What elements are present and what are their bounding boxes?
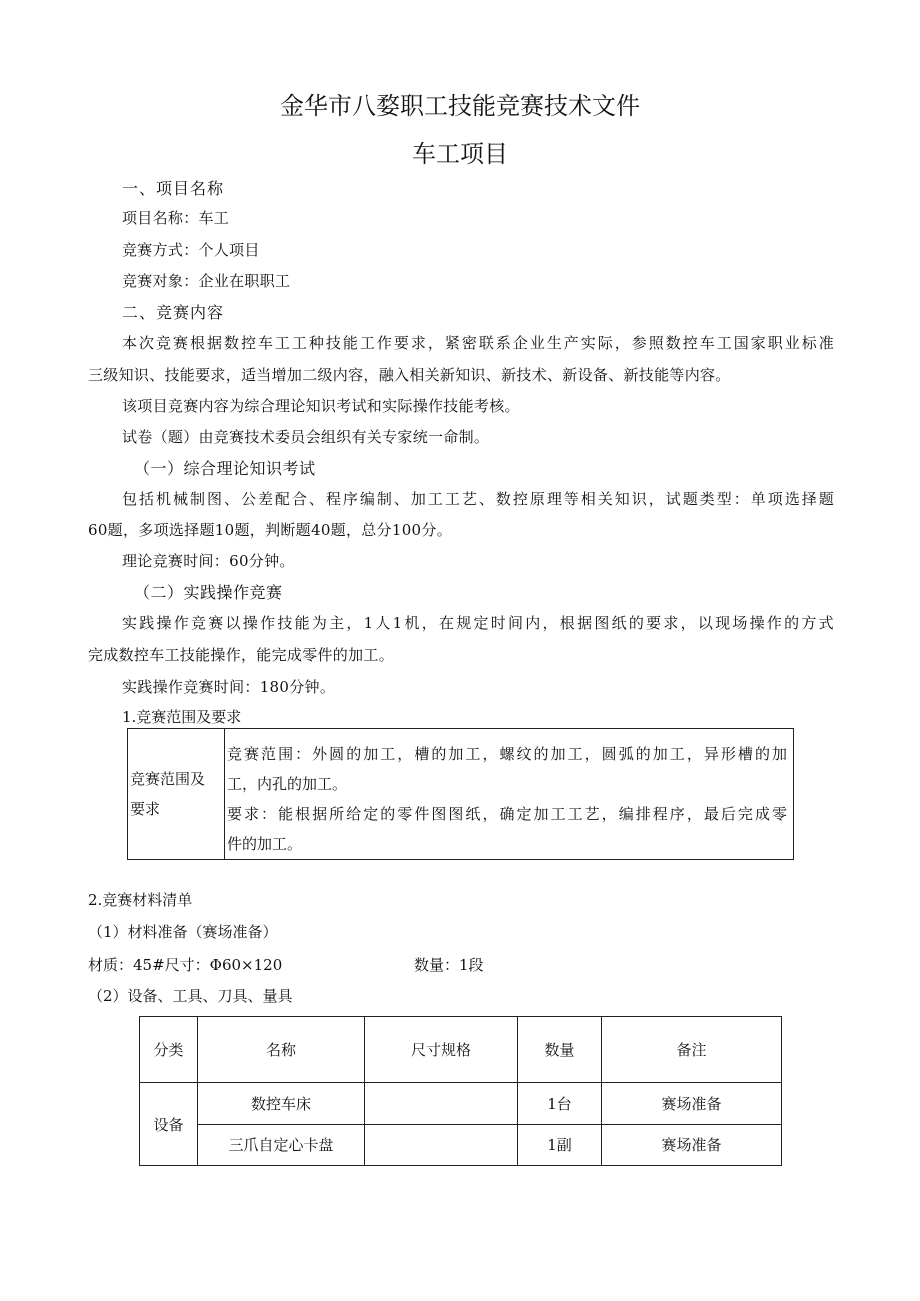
scope-heading: 1.竞赛范围及要求 xyxy=(122,708,242,726)
practice-line2: 完成数控车工技能操作，能完成零件的加工。 xyxy=(88,646,395,664)
header-spec: 尺寸规格 xyxy=(365,1017,518,1083)
scope-label-line2: 要求 xyxy=(130,800,161,818)
row-spec xyxy=(365,1124,518,1165)
equipment-table xyxy=(139,1016,782,1166)
scope-label-line1: 竞赛范围及 xyxy=(130,770,206,788)
row-note: 赛场准备 xyxy=(602,1083,782,1124)
row-qty: 1台 xyxy=(518,1083,602,1124)
scope-range-line2: 工，内孔的加工。 xyxy=(227,775,348,793)
table-row xyxy=(140,1083,782,1124)
section-heading-project-name: 一、项目名称 xyxy=(122,179,225,198)
practice-line1: 实践操作竞赛以操作技能为主，1人1机，在规定时间内，根据图纸的要求，以现场操作的方式 xyxy=(122,614,834,632)
header-note: 备注 xyxy=(602,1017,782,1083)
competition-mode-text: 竞赛方式：个人项目 xyxy=(122,241,260,259)
project-name-text: 项目名称：车工 xyxy=(122,209,230,227)
row-qty: 1副 xyxy=(518,1124,602,1165)
document-subtitle: 车工项目 xyxy=(412,140,508,168)
theory-time: 理论竞赛时间：60分钟。 xyxy=(122,552,295,570)
header-qty: 数量 xyxy=(518,1017,602,1083)
document-title: 金华市八婺职工技能竞赛技术文件 xyxy=(280,92,640,120)
row-name: 三爪自定心卡盘 xyxy=(198,1124,365,1165)
materials-sub2: （2）设备、工具、刀具、量具 xyxy=(88,987,293,1005)
section-heading-content: 二、竞赛内容 xyxy=(122,303,225,322)
competition-target-text: 竞赛对象：企业在职职工 xyxy=(122,272,291,290)
content-para2: 该项目竞赛内容为综合理论知识考试和实际操作技能考核。 xyxy=(122,397,520,415)
materials-heading: 2.竞赛材料清单 xyxy=(88,891,193,909)
category-cell: 设备 xyxy=(140,1083,198,1166)
content-para3: 试卷（题）由竞赛技术委员会组织有关专家统一命制。 xyxy=(122,428,490,446)
theory-line1: 包括机械制图、公差配合、程序编制、加工工艺、数控原理等相关知识，试题类型：单项选择题 xyxy=(122,490,834,508)
row-spec xyxy=(365,1083,518,1124)
content-para1-line2: 三级知识、技能要求，适当增加二级内容，融入相关新知识、新技术、新设备、新技能等内容。 xyxy=(88,366,731,384)
header-category: 分类 xyxy=(140,1017,198,1083)
theory-heading: （一）综合理论知识考试 xyxy=(134,459,316,478)
scope-req-line1: 要求：能根据所给定的零件图图纸，确定加工工艺，编排程序，最后完成零 xyxy=(227,805,787,823)
scope-table xyxy=(127,728,794,860)
scope-range-line1: 竞赛范围：外圆的加工，槽的加工，螺纹的加工，圆弧的加工，异形槽的加 xyxy=(227,745,787,763)
row-note: 赛场准备 xyxy=(602,1124,782,1165)
header-name: 名称 xyxy=(198,1017,365,1083)
theory-line2: 60题，多项选择题10题，判断题40题，总分100分。 xyxy=(88,521,452,539)
material-spec: 材质：45#尺寸：Φ60×120 xyxy=(88,956,283,974)
content-para1-line1: 本次竞赛根据数控车工工种技能工作要求，紧密联系企业生产实际，参照数控车工国家职业标准 xyxy=(122,334,834,352)
material-quantity: 数量：1段 xyxy=(414,956,484,974)
materials-sub1: （1）材料准备（赛场准备） xyxy=(88,923,278,941)
scope-label-cell xyxy=(128,729,225,860)
scope-req-line2: 件的加工。 xyxy=(227,835,303,853)
scope-content-cell xyxy=(225,729,794,860)
table-row xyxy=(140,1124,782,1165)
practice-time: 实践操作竞赛时间：180分钟。 xyxy=(122,678,336,696)
row-name: 数控车床 xyxy=(198,1083,365,1124)
practice-heading: （二）实践操作竞赛 xyxy=(134,583,283,602)
